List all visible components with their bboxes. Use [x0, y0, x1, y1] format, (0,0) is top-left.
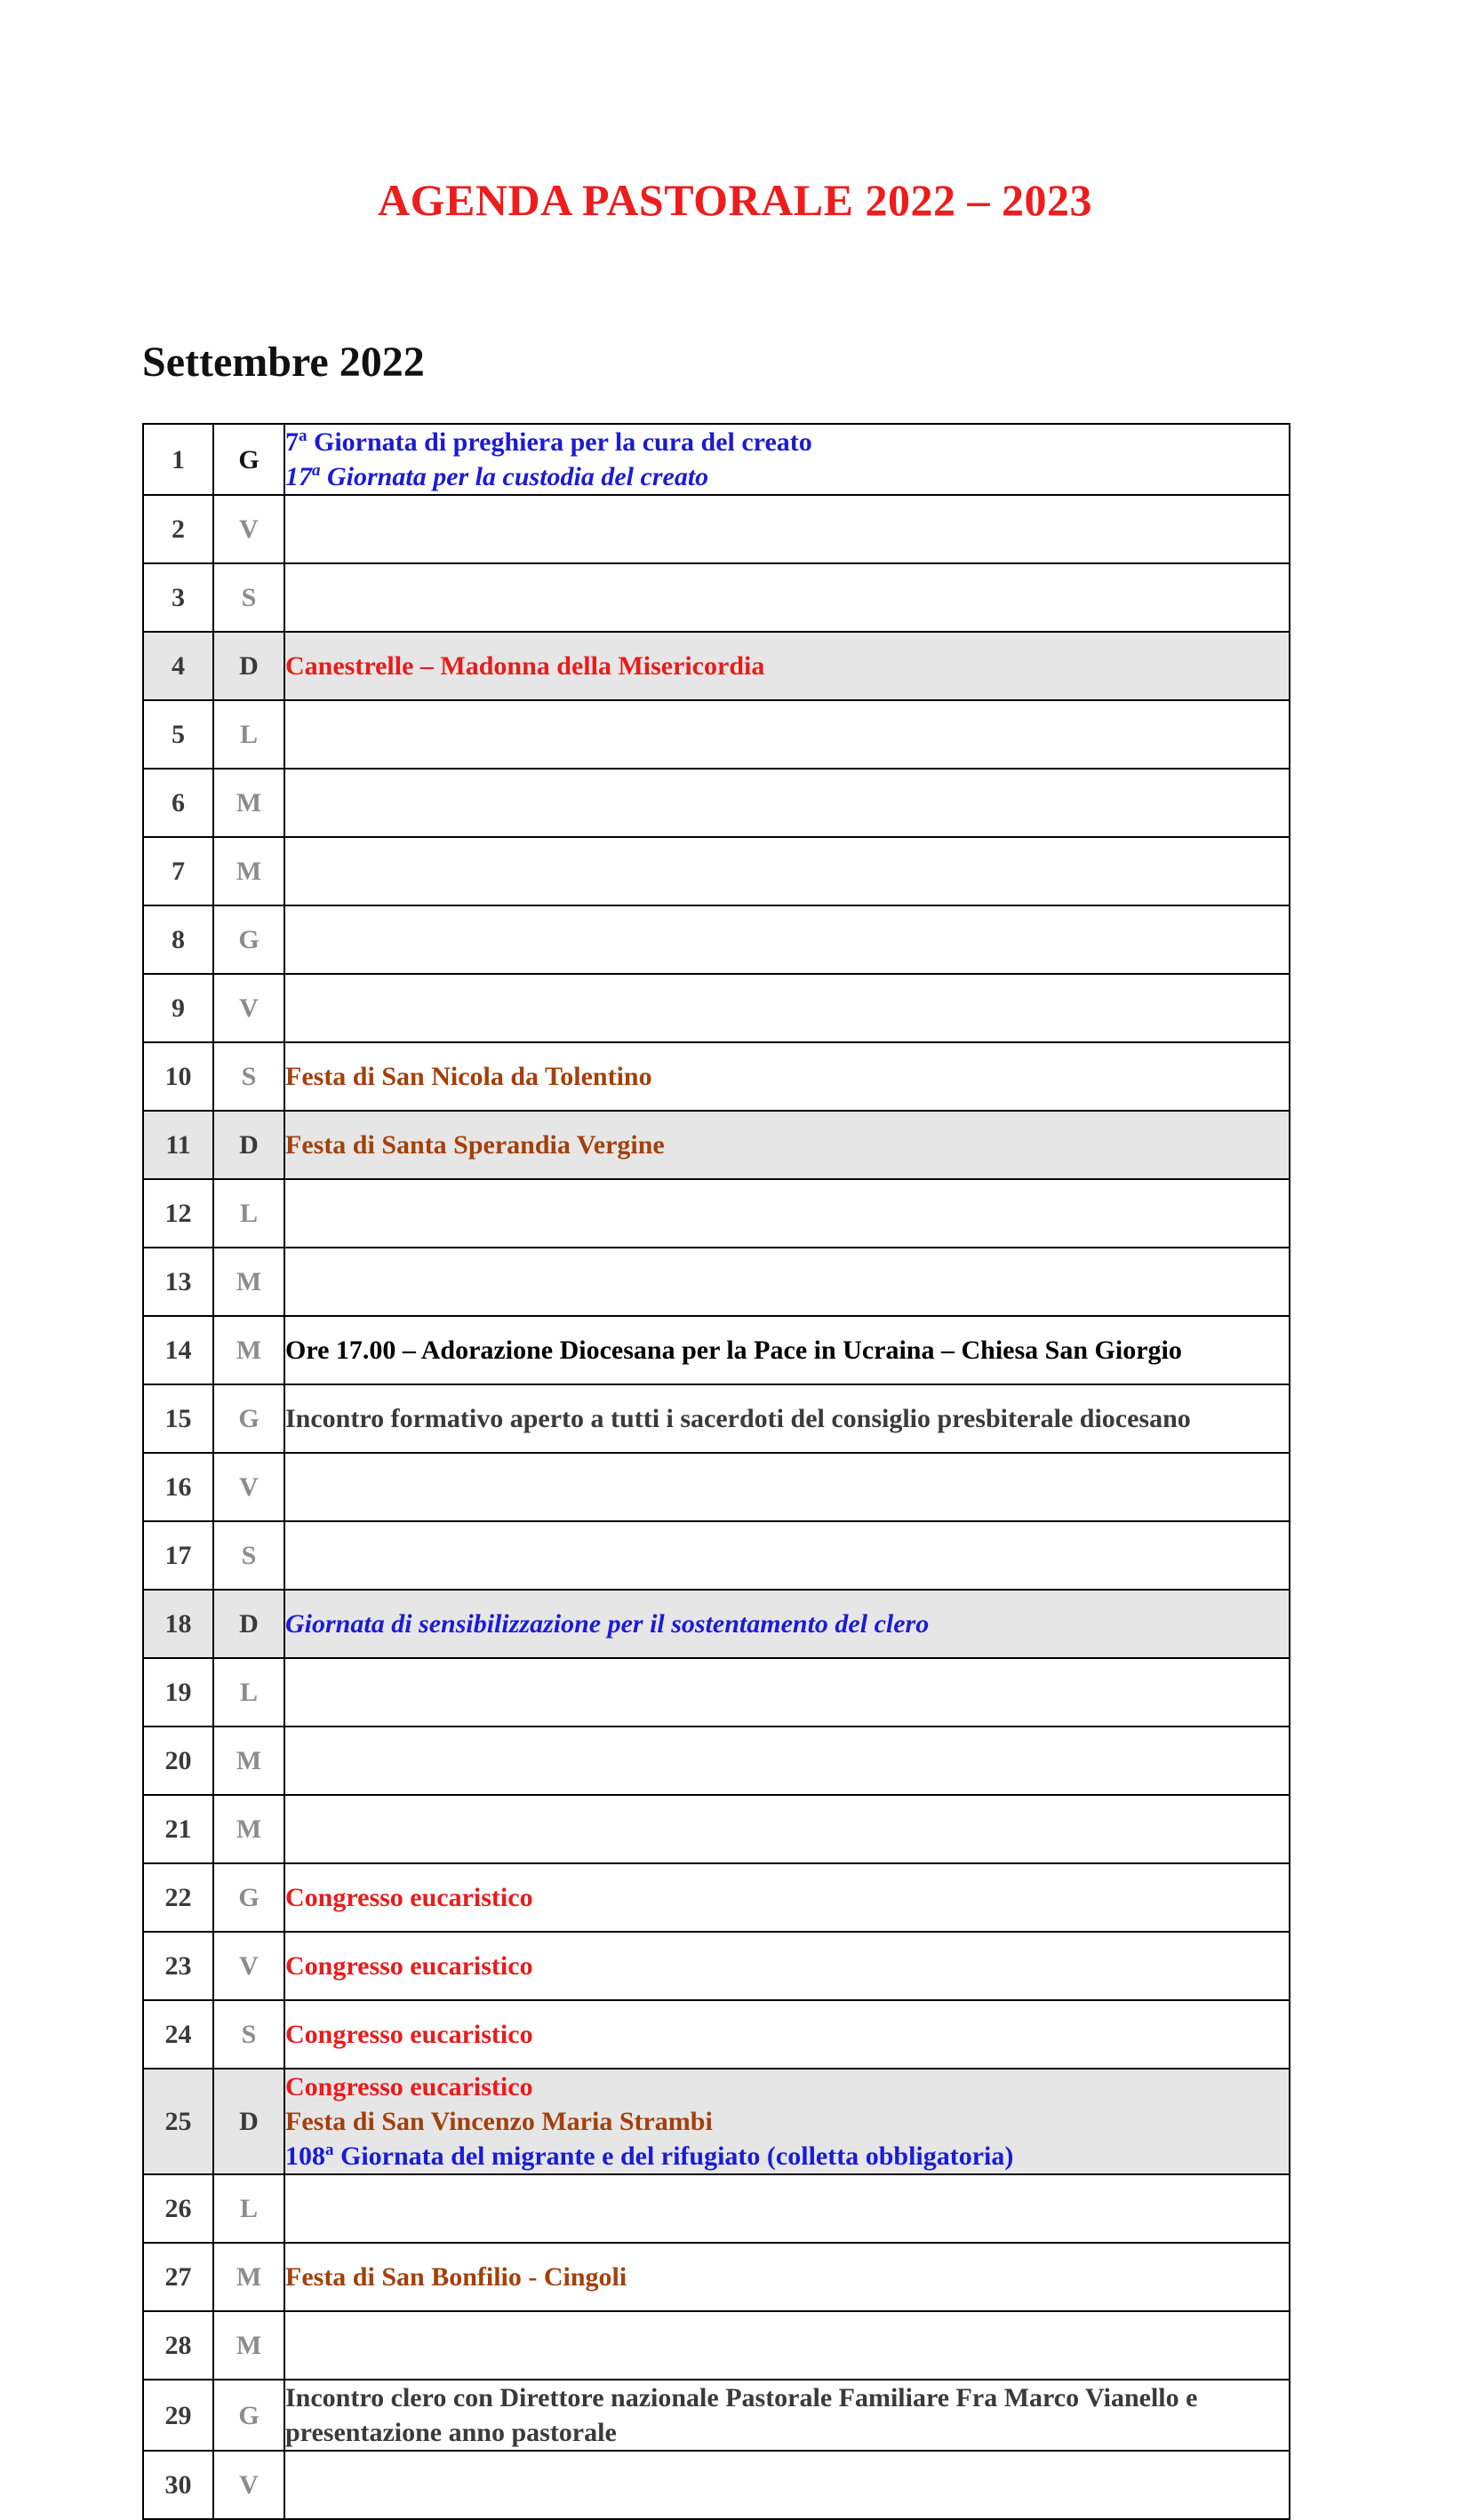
agenda-row — [143, 1179, 1290, 1248]
weekday-letter: L — [213, 700, 284, 769]
day-number: 10 — [143, 1042, 213, 1111]
event-text: Festa di San Bonfilio - Cingoli — [285, 2262, 627, 2292]
event-text: Festa di San Vincenzo Maria Strambi — [285, 2107, 713, 2136]
agenda-row — [143, 1932, 1290, 2000]
event-cell — [284, 424, 1290, 495]
event-cell — [284, 2000, 1290, 2069]
event-line — [285, 1607, 1289, 1641]
ordinal-number: 108 — [285, 2141, 325, 2171]
day-number: 1 — [143, 424, 213, 495]
ordinal-number: 7 — [285, 427, 299, 457]
agenda-row — [143, 1863, 1290, 1932]
weekday-letter: M — [213, 1727, 284, 1795]
weekday-letter: S — [213, 1042, 284, 1111]
event-cell — [284, 837, 1290, 905]
agenda-row — [143, 495, 1290, 563]
event-line — [285, 425, 1289, 459]
agenda-row — [143, 1521, 1290, 1590]
day-number: 18 — [143, 1590, 213, 1658]
event-line — [285, 2017, 1289, 2052]
event-cell — [284, 1453, 1290, 1521]
event-cell — [284, 905, 1290, 974]
weekday-letter: D — [213, 1590, 284, 1658]
event-line — [285, 2069, 1289, 2104]
agenda-row — [143, 1042, 1290, 1111]
day-number: 15 — [143, 1384, 213, 1453]
event-cell — [284, 1795, 1290, 1863]
day-number: 25 — [143, 2069, 213, 2174]
event-cell — [284, 563, 1290, 632]
agenda-row — [143, 1248, 1290, 1316]
agenda-row — [143, 2380, 1290, 2451]
event-line — [285, 2260, 1289, 2294]
weekday-letter: M — [213, 2311, 284, 2380]
weekday-letter: V — [213, 495, 284, 563]
agenda-row — [143, 837, 1290, 905]
day-number: 12 — [143, 1179, 213, 1248]
weekday-letter: M — [213, 1316, 284, 1384]
event-cell — [284, 769, 1290, 837]
event-text: Giornata di sensibilizzazione per il sostentamento del clero — [285, 1609, 930, 1639]
day-number: 20 — [143, 1727, 213, 1795]
day-number: 27 — [143, 2243, 213, 2311]
agenda-row — [143, 1316, 1290, 1384]
day-number: 30 — [143, 2451, 213, 2519]
event-cell — [284, 2243, 1290, 2311]
ordinal-suffix: a — [299, 427, 308, 445]
event-cell — [284, 1521, 1290, 1590]
event-text: Giornata per la custodia del creato — [320, 462, 709, 491]
event-cell — [284, 700, 1290, 769]
ordinal-suffix: a — [325, 2141, 334, 2159]
day-number: 29 — [143, 2380, 213, 2451]
day-number: 22 — [143, 1863, 213, 1932]
agenda-table — [142, 423, 1290, 2520]
event-line — [285, 1949, 1289, 1983]
day-number: 5 — [143, 700, 213, 769]
day-number: 3 — [143, 563, 213, 632]
event-line — [285, 649, 1289, 683]
agenda-row — [143, 2000, 1290, 2069]
agenda-row — [143, 563, 1290, 632]
day-number: 24 — [143, 2000, 213, 2069]
event-text: Festa di San Nicola da Tolentino — [285, 1062, 652, 1091]
weekday-letter: M — [213, 2243, 284, 2311]
weekday-letter: S — [213, 2000, 284, 2069]
day-number: 6 — [143, 769, 213, 837]
weekday-letter: M — [213, 1248, 284, 1316]
agenda-row — [143, 1590, 1290, 1658]
day-number: 26 — [143, 2174, 213, 2243]
event-cell — [284, 974, 1290, 1042]
weekday-letter: V — [213, 2451, 284, 2519]
agenda-row — [143, 1384, 1290, 1453]
agenda-body — [143, 424, 1290, 2519]
event-line — [285, 1128, 1289, 1162]
agenda-row — [143, 769, 1290, 837]
event-text: Incontro formativo aperto a tutti i sacerdoti del consiglio presbiterale diocesano — [285, 1404, 1191, 1433]
agenda-row — [143, 1795, 1290, 1863]
event-cell — [284, 632, 1290, 700]
event-line — [285, 2380, 1289, 2450]
agenda-row — [143, 2311, 1290, 2380]
event-text: Congresso eucaristico — [285, 1883, 533, 1912]
ordinal-number: 17 — [285, 462, 312, 491]
agenda-row — [143, 2069, 1290, 2174]
weekday-letter: L — [213, 2174, 284, 2243]
event-cell — [284, 1248, 1290, 1316]
event-line — [285, 1059, 1289, 1094]
agenda-row — [143, 1453, 1290, 1521]
event-text: Giornata del migrante e del rifugiato (colletta obbligatoria) — [333, 2141, 1014, 2171]
weekday-letter: M — [213, 769, 284, 837]
agenda-row — [143, 2451, 1290, 2519]
agenda-row — [143, 1111, 1290, 1179]
agenda-row — [143, 1658, 1290, 1727]
weekday-letter: D — [213, 1111, 284, 1179]
ordinal-suffix: a — [312, 461, 321, 480]
event-line — [285, 2104, 1289, 2139]
event-cell — [284, 1042, 1290, 1111]
day-number: 14 — [143, 1316, 213, 1384]
weekday-letter: D — [213, 2069, 284, 2174]
weekday-letter: G — [213, 424, 284, 495]
weekday-letter: L — [213, 1658, 284, 1727]
event-cell — [284, 1932, 1290, 2000]
event-text: Congresso eucaristico — [285, 2072, 533, 2101]
weekday-letter: V — [213, 974, 284, 1042]
weekday-letter: M — [213, 837, 284, 905]
weekday-letter: V — [213, 1932, 284, 2000]
day-number: 28 — [143, 2311, 213, 2380]
agenda-row — [143, 424, 1290, 495]
event-cell — [284, 1590, 1290, 1658]
agenda-row — [143, 905, 1290, 974]
day-number: 23 — [143, 1932, 213, 2000]
agenda-row — [143, 700, 1290, 769]
day-number: 17 — [143, 1521, 213, 1590]
weekday-letter: G — [213, 905, 284, 974]
weekday-letter: L — [213, 1179, 284, 1248]
weekday-letter: S — [213, 563, 284, 632]
day-number: 13 — [143, 1248, 213, 1316]
event-cell — [284, 2069, 1290, 2174]
event-text: Congresso eucaristico — [285, 1951, 533, 1981]
agenda-row — [143, 974, 1290, 1042]
day-number: 11 — [143, 1111, 213, 1179]
day-number: 9 — [143, 974, 213, 1042]
event-cell — [284, 1316, 1290, 1384]
weekday-letter: G — [213, 1384, 284, 1453]
day-number: 21 — [143, 1795, 213, 1863]
event-cell — [284, 1727, 1290, 1795]
event-line — [285, 1880, 1289, 1915]
event-cell — [284, 1863, 1290, 1932]
weekday-letter: D — [213, 632, 284, 700]
agenda-row — [143, 2174, 1290, 2243]
day-number: 4 — [143, 632, 213, 700]
event-cell — [284, 1111, 1290, 1179]
event-line — [285, 459, 1289, 494]
day-number: 16 — [143, 1453, 213, 1521]
agenda-row — [143, 1727, 1290, 1795]
event-cell — [284, 2380, 1290, 2451]
agenda-row — [143, 2243, 1290, 2311]
event-cell — [284, 2174, 1290, 2243]
event-text: Congresso eucaristico — [285, 2020, 533, 2049]
weekday-letter: M — [213, 1795, 284, 1863]
event-line — [285, 1333, 1289, 1368]
event-text: Giornata di preghiera per la cura del creato — [307, 427, 812, 457]
agenda-row — [143, 632, 1290, 700]
event-cell — [284, 1658, 1290, 1727]
event-cell — [284, 2311, 1290, 2380]
document-title: AGENDA PASTORALE 2022 – 2023 — [378, 175, 1092, 225]
weekday-letter: G — [213, 1863, 284, 1932]
day-number: 19 — [143, 1658, 213, 1727]
event-text: Incontro clero con Direttore nazionale Pastorale Familiare Fra Marco Vianello e presentazione anno pastorale — [285, 2383, 1198, 2447]
month-title: Settembre 2022 — [142, 339, 425, 386]
event-line — [285, 1401, 1289, 1436]
event-cell — [284, 1179, 1290, 1248]
event-cell — [284, 495, 1290, 563]
weekday-letter: V — [213, 1453, 284, 1521]
event-text: Festa di Santa Sperandia Vergine — [285, 1130, 665, 1160]
day-number: 7 — [143, 837, 213, 905]
event-cell — [284, 1384, 1290, 1453]
event-text: Canestrelle – Madonna della Misericordia — [285, 651, 765, 681]
day-number: 2 — [143, 495, 213, 563]
event-text: Ore 17.00 – Adorazione Diocesana per la Pace in Ucraina – Chiesa San Giorgio — [285, 1336, 1182, 1365]
event-line — [285, 2139, 1289, 2173]
day-number: 8 — [143, 905, 213, 974]
event-cell — [284, 2451, 1290, 2519]
weekday-letter: G — [213, 2380, 284, 2451]
weekday-letter: S — [213, 1521, 284, 1590]
